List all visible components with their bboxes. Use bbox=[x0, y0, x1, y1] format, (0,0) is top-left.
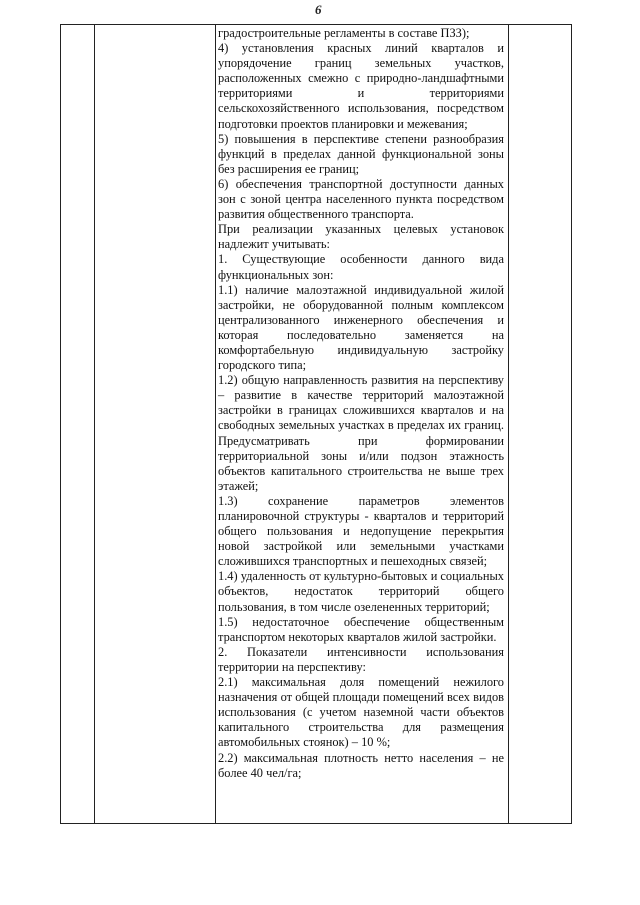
table-column-divider-3 bbox=[508, 24, 509, 824]
document-table bbox=[60, 24, 572, 824]
paragraph: 5) повышения в перспективе степени разнообразия функций в пределах данной функциональной зоны без расширения ее границ; bbox=[218, 131, 504, 176]
paragraph: 2.1) максимальная доля помещений нежилого назначения от общей площади помещений всех видов использования (с учетом наземной части объектов капитального строительства для размещения автомобильных стоянок) – 10 %; bbox=[218, 675, 504, 750]
paragraph: При реализации указанных целевых установок надлежит учитывать: bbox=[218, 222, 504, 252]
table-border-bottom bbox=[60, 823, 572, 824]
paragraph: 1.3) сохранение параметров элементов планировочной структуры - кварталов и территорий общего пользования и недопущение перекрытия новой застройкой или земельными участками сложившихся транспортных и пешеходных связей; bbox=[218, 493, 504, 569]
paragraph: 1.1) наличие малоэтажной индивидуальной жилой застройки, не оборудованной полным комплексом централизованного инженерного обеспечения и которая последовательно заменяется на комфортабельную индивидуальную застройку городского типа; bbox=[218, 282, 504, 373]
page-number-mark: 6 bbox=[315, 2, 322, 17]
table-column-divider-2 bbox=[215, 24, 216, 824]
paragraph: 6) обеспечения транспортной доступности данных зон с зоной центра населенного пункта посредством развития общественного транспорта. bbox=[218, 176, 504, 222]
paragraph: 2.2) максимальная плотность нетто населения – не более 40 чел/га; bbox=[218, 750, 504, 780]
paragraph: 4) установления красных линий кварталов и упорядочение границ земельных участков, расположенных смежно с природно-ландшафтными территориями и территориями сельскохозяйственного использования, посредством подготовки проектов планировки и межевания; bbox=[218, 41, 504, 131]
table-border-top bbox=[60, 24, 572, 25]
paragraph: градостроительные регламенты в составе ПЗЗ); bbox=[218, 26, 470, 40]
paragraph: 1.5) недостаточное обеспечение общественным транспортом некоторых кварталов жилой застройки. bbox=[218, 614, 504, 644]
table-column-divider-1 bbox=[94, 24, 95, 824]
paragraph: 1. Существующие особенности данного вида функциональных зон: bbox=[218, 252, 504, 282]
text-cell bbox=[218, 26, 504, 781]
table-border-left bbox=[60, 24, 61, 824]
paragraph: 2. Показатели интенсивности использования территории на перспективу: bbox=[218, 644, 504, 674]
paragraph: 1.2) общую направленность развития на перспективу – развитие в качестве территорий малоэтажной застройки в границах сложившихся кварталов и на свободных земельных участках в пределах их границ. Предусматривать при формировании территориальной зоны и/или подзон этажность объектов капитального строительства не выше трех этажей; bbox=[218, 373, 504, 493]
paragraph: 1.4) удаленность от культурно-бытовых и социальных объектов, недостаток территорий общего пользования, в том числе озелененных территорий; bbox=[218, 569, 504, 614]
table-border-right bbox=[571, 24, 572, 824]
